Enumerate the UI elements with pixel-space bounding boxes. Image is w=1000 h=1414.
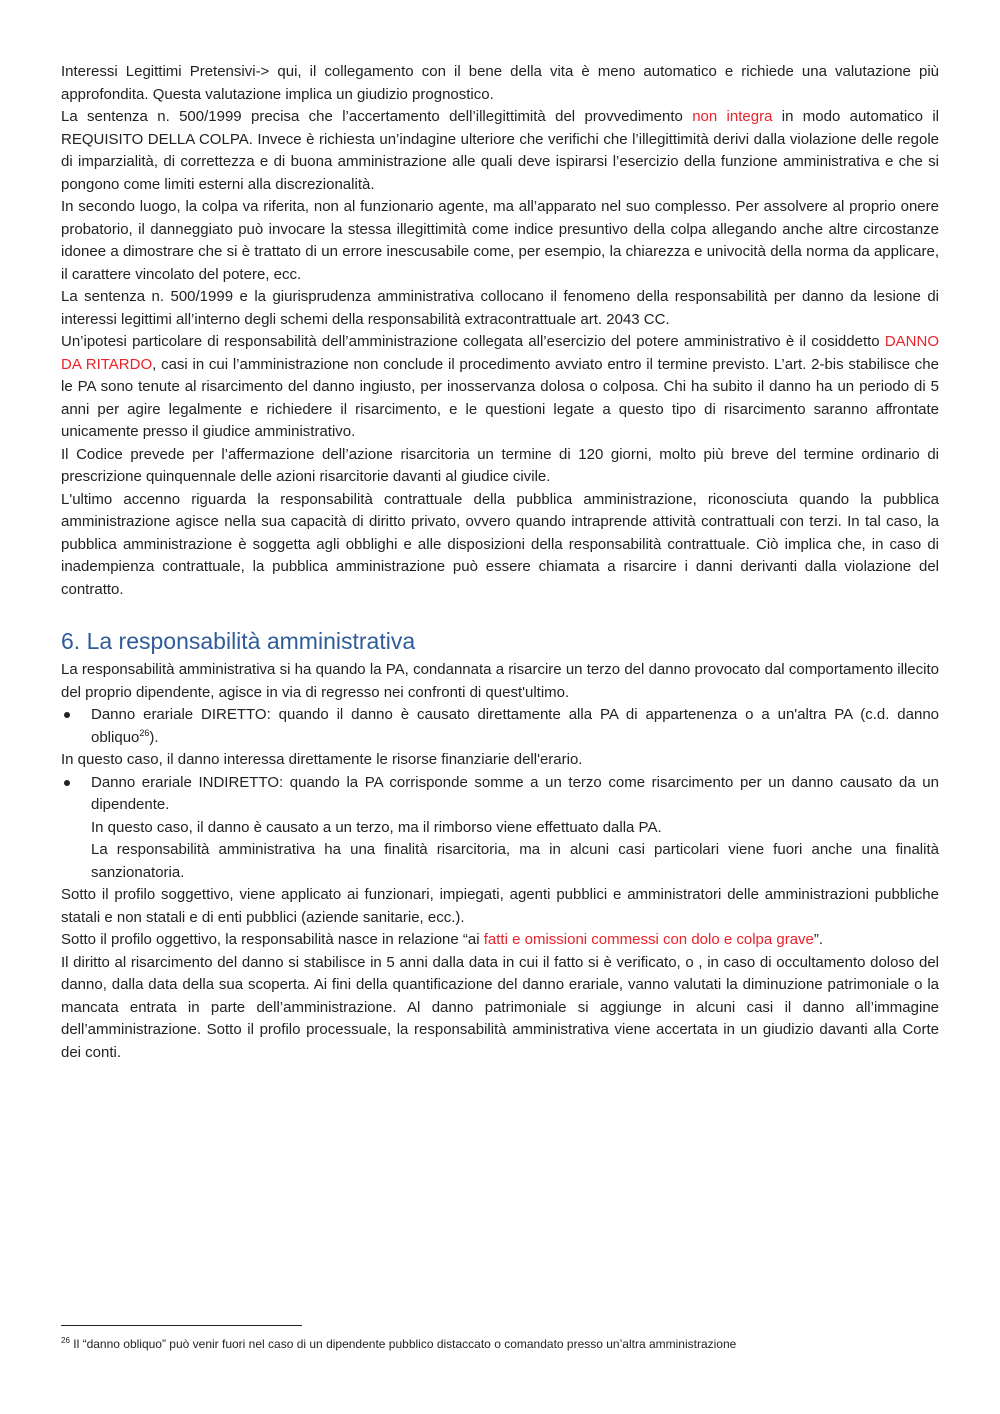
bullet-danno-diretto: Danno erariale DIRETTO: quando il danno è causato direttamente alla PA di appartenenza o a un'altra PA (c.d. danno obliquo$^{26}$). xyxy=(61,704,939,749)
paragraph-colpa-apparato: In secondo luogo, la colpa va riferita, non al funzionario agente, ma all’apparato nel suo complesso. Per assolvere al proprio onere probatorio, il danneggiato può invocare la stessa illegittimità come indice presuntivo della colpa allegando anche altre circostanze idonee a dimostrare che si è trattato di un errore inescusabile come, per esempio, la chiarezza e univocità della norma da applicare, il carattere vincolato del potere, ecc. xyxy=(61,198,939,283)
paragraph-profilo-soggettivo: Sotto il profilo soggettivo, viene applicato ai funzionari, impiegati, agenti pubblici e amministratori delle amministrazioni pubbliche statali e non statali e di enti pubblici (aziende sanitarie, ecc.). xyxy=(61,886,939,926)
bullet-indiretto-subparagraph-2: La responsabilità amministrativa ha una finalità risarcitoria, ma in alcuni casi particolari viene fuori anche una finalità sanzionatoria. xyxy=(91,841,939,881)
footnote-separator xyxy=(61,1325,302,1326)
bullet-indiretto-subparagraph-1: In questo caso, il danno è causato a un terzo, ma il rimborso viene effettuato dalla PA. xyxy=(91,818,662,836)
footnote-reference[interactable]: 26 xyxy=(139,727,150,738)
footnote-text: Il “danno obliquo” può venir fuori nel caso di un dipendente pubblico distaccato o comandato presso un’altra amministrazione xyxy=(69,1337,737,1351)
paragraph-diritto-risarcimento: Il diritto al risarcimento del danno si stabilisce in 5 anni dalla data in cui il fatto si è verificato, o , in caso di occultamento doloso del danno, dalla data della sua scoperta. Ai fini della quantificazione del danno erariale, vanno valutati la diminuzione patrimoniale o la mancata entrata in parte dell’amministrazione. Al danno patrimoniale si aggiunge in alcuni casi il danno all’immagine dell’amministrazione. Sotto il profilo processuale, la responsabilità amministrativa viene accertata in un giudizio davanti alla Corte dei conti. xyxy=(61,953,939,1061)
paragraph-responsabilita-contrattuale: L'ultimo accenno riguarda la responsabilità contrattuale della pubblica amministrazione, riconosciuta quando la pubblica amministrazione agisce nella sua capacità di diritto privato, ovvero quando intraprende attività contrattuali con terzi. In tal caso, la pubblica amministrazione è soggetta agli obblighi e alle disposizioni della responsabilità contrattuale. Ciò implica che, in caso di inadempienza contrattuale, la pubblica amministrazione può essere chiamata a risarcire i danni derivanti dalla violazione del contratto. xyxy=(61,490,939,598)
paragraph-termine-120-giorni: Il Codice prevede per l’affermazione dell’azione risarcitoria un termine di 120 giorni, molto più breve del termine ordinario di prescrizione quinquennale delle azioni risarcitorie davanti al giudice civile. xyxy=(61,445,939,485)
paragraph-after-bullet-diretto: In questo caso, il danno interessa direttamente le risorse finanziarie dell'erario. xyxy=(61,751,583,768)
footnote-number: 26 xyxy=(61,1336,70,1345)
paragraph-interessi-pretensivi: Interessi Legittimi Pretensivi-> qui, il collegamento con il bene della vita è meno automatico e richiede una valutazione più approfondita. Questa valutazione implica un giudizio prognostico. xyxy=(61,63,939,103)
highlight-non-integra: non integra xyxy=(692,108,773,125)
bullet-list-indiretto xyxy=(61,772,939,817)
bullet-danno-indiretto: Danno erariale INDIRETTO: quando la PA corrisponde somme a un terzo come risarcimento per un danno causato da un dipendente. xyxy=(61,772,939,817)
section-heading: 6. La responsabilità amministrativa xyxy=(61,628,416,654)
paragraph-profilo-oggettivo: Sotto il profilo oggettivo, la responsabilità nasce in relazione “ai fatti e omissioni commessi con dolo e colpa grave”. xyxy=(61,931,824,948)
paragraph-danno-da-ritardo: Un’ipotesi particolare di responsabilità dell’amministrazione collegata all’esercizio del potere amministrativo è il cosiddetto DANNO DA RITARDO, casi in cui l’amministrazione non conclude il procedimento avviato entro il termine previsto. L’art. 2-bis stabilisce che le PA sono tenute al risarcimento del danno ingiusto, per inosservanza dolosa o colposa. Chi ha subito il danno ha un periodo di 5 anni per agire legalmente e richiedere il risarcimento, e le questioni legate a questo tipo di risarcimento saranno affrontate unicamente presso il giudice amministrativo. xyxy=(61,333,939,440)
bullet-list-diretto xyxy=(61,704,939,749)
paragraph-responsabilita-extracontrattuale: La sentenza n. 500/1999 e la giurisprudenza amministrativa collocano il fenomeno della responsabilità per danno da lesione di interessi legittimi all’interno degli schemi della responsabilità extracontrattuale art. 2043 CC. xyxy=(61,288,939,328)
highlight-danno-da-ritardo: DANNO DA RITARDO xyxy=(61,333,939,373)
footnote xyxy=(61,1336,939,1352)
highlight-dolo-colpa-grave: fatti e omissioni commessi con dolo e colpa grave xyxy=(483,931,814,948)
paragraph-requisito-colpa: La sentenza n. 500/1999 precisa che l’accertamento dell’illegittimità del provvedimento non integra in modo automatico il REQUISITO DELLA COLPA. Invece è richiesta un’indagine ulteriore che verifichi che l’illegittimità derivi dalla violazione delle regole di imparzialità, di correttezza e di buona amministrazione alle quali deve ispirarsi l’esercizio della funzione amministrativa e che si pongono come limiti esterni alla discrezionalità. xyxy=(61,108,940,193)
document-page xyxy=(61,61,939,1064)
section-intro: La responsabilità amministrativa si ha quando la PA, condannata a risarcire un terzo del danno provocato dal comportamento illecito del proprio dipendente, agisce in via di regresso nei confronti di quest'ultimo. xyxy=(61,661,939,701)
